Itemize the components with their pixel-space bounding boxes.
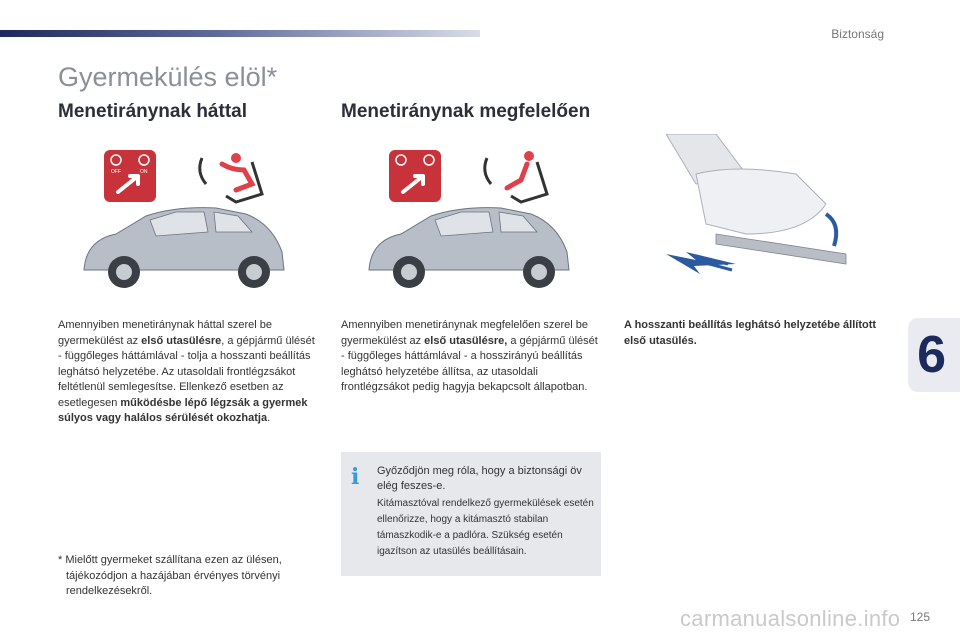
rear-facing-seat-icon xyxy=(200,153,262,202)
forward-facing-text: Amennyiben menetiránynak megfelelően szerel be gyermekülést az első utasülésre, a gépjármű ülését - függőleges háttámlával - a hosszirányú beállítás leghátsó helyzetébe állítsa, az utasoldali frontlégzsákot pedig hagyja bekapcsolt állapotban. xyxy=(341,319,598,393)
section-name: Biztonság xyxy=(831,27,884,41)
page-number: 125 xyxy=(909,610,930,624)
page-title: Gyermekülés elöl* xyxy=(58,62,278,92)
header-accent-bar xyxy=(0,30,480,37)
backward-arrow-icon xyxy=(666,252,736,274)
rear-facing-text: Amennyiben menetiránynak háttal szerel be gyermekülést az első utasülésre, a gépjármű ülését - függőleges háttámlával - tolja a hosszanti beállítás leghátsó helyzetébe. Az utasoldali frontlégzsákot feltétlenül semlegesítse. Ellenkező esetben az esetlegesen működésbe lépő légzsák a gyermek súlyos vagy halálos sérülését okozhatja. xyxy=(58,319,315,424)
airbag-warning-icon xyxy=(104,150,156,202)
info-icon: i xyxy=(351,464,360,490)
seat-rearmost-illustration xyxy=(656,134,866,284)
seat-caption: A hosszanti beállítás leghátsó helyzetébe állított első utasülés. xyxy=(624,319,877,347)
lever-arrow-icon xyxy=(826,214,836,246)
heading-forward-facing: Menetiránynak megfelelően xyxy=(341,101,591,122)
airbag-on-icon xyxy=(389,150,441,202)
car-illustration xyxy=(84,208,284,288)
forward-facing-seat-icon xyxy=(485,151,547,202)
svg-text:ON: ON xyxy=(140,169,148,175)
car-illustration xyxy=(369,208,569,288)
chapter-number: 6 xyxy=(917,326,946,384)
heading-rear-facing: Menetiránynak háttal xyxy=(58,101,247,122)
info-box xyxy=(341,452,601,576)
footnote: * Mielőtt gyermeket szállítana ezen az ülésen, tájékozódjon a hazájában érvényes törvényi rendelkezésekről. xyxy=(58,554,282,597)
rear-facing-illustration xyxy=(76,140,296,310)
svg-text:OFF: OFF xyxy=(111,169,121,175)
forward-facing-illustration xyxy=(361,140,581,310)
watermark: carmanualsonline.info xyxy=(680,606,901,631)
info-text: Győződjön meg róla, hogy a biztonsági öv elég feszes-e. Kitámasztóval rendelkező gyermekülések esetén ellenőrizze, hogy a kitámasztó stabilan támaszkodik-e a padlóra. Szükség esetén igazítson az utasülés beállításain. xyxy=(377,465,594,557)
